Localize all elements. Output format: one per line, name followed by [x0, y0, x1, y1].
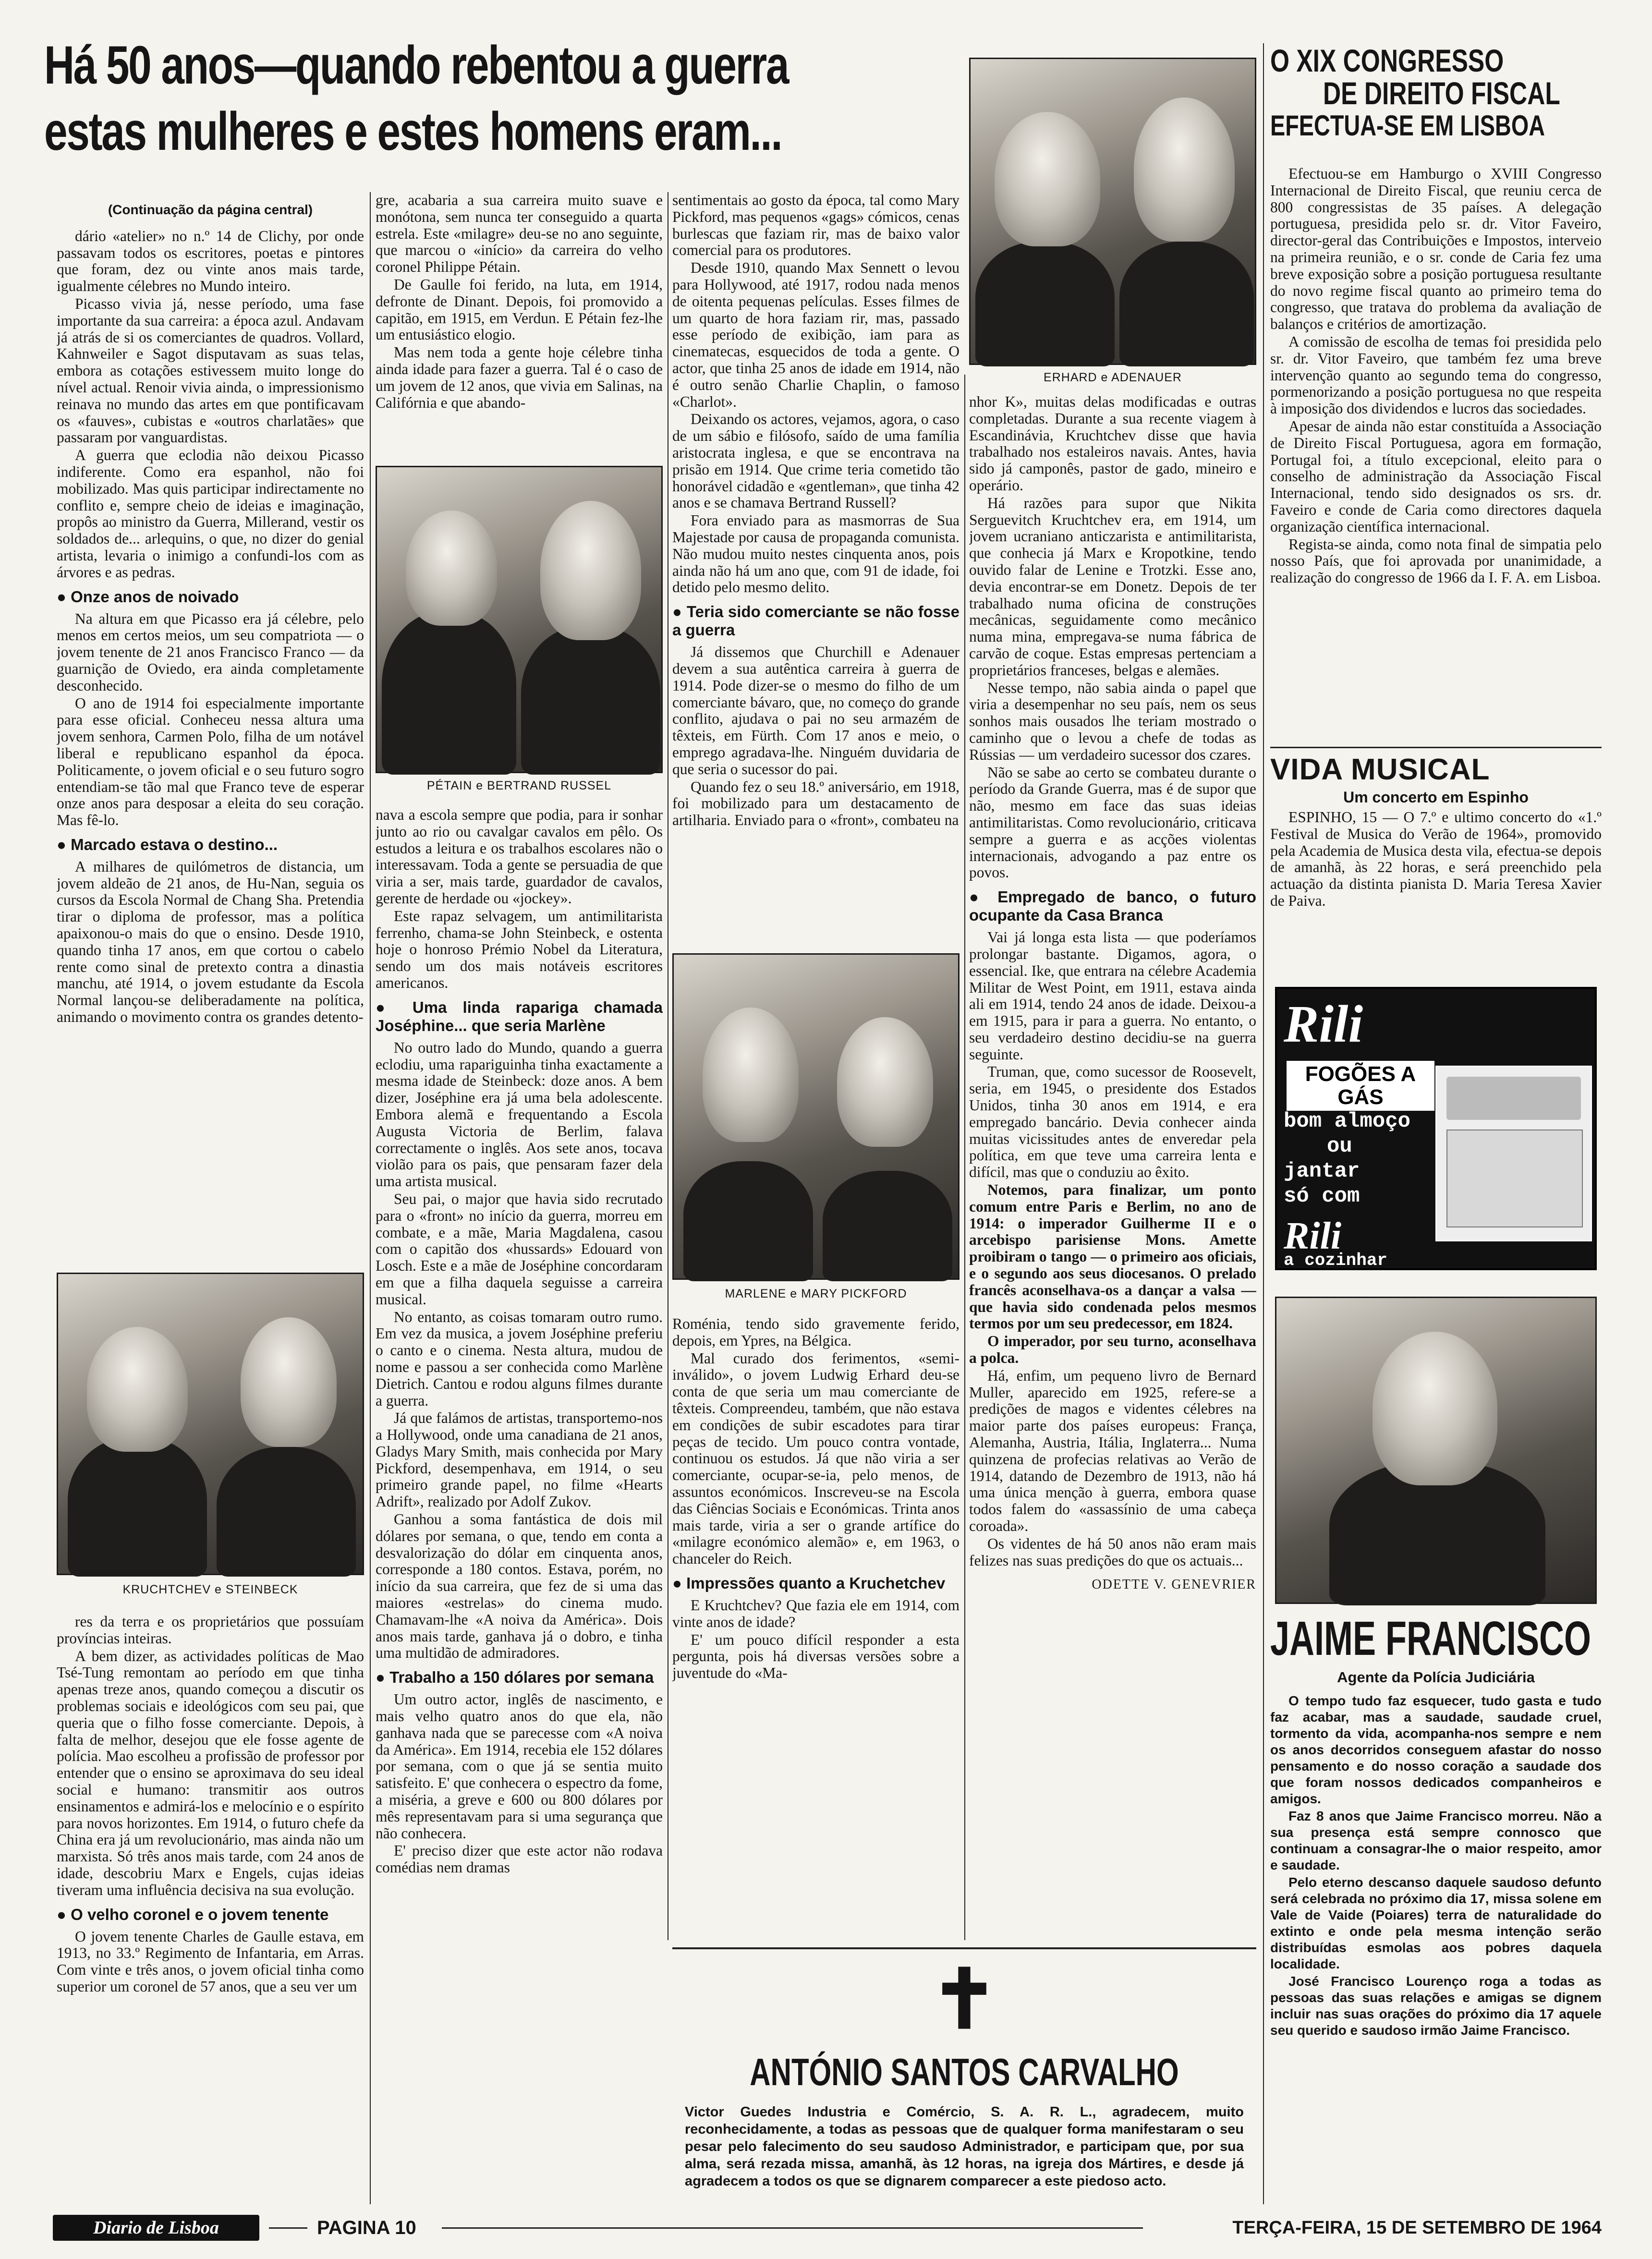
musical-title: VIDA MUSICAL: [1270, 753, 1490, 786]
deceased-name: ANTÓNIO SANTOS CARVALHO: [750, 2051, 1179, 2093]
article-paragraph: O imperador, por seu turno, aconselhava a polca.: [969, 1333, 1256, 1367]
footer-rule: [269, 2227, 307, 2229]
photo-caption: MARLENE e MARY PICKFORD: [725, 1287, 907, 1300]
article-paragraph: gre, acabaria a sua carreira muito suave e monótona, sem nunca ter conseguido a quarta estrela. Este «milagre» deu-se no ano seguinte, que marcou o «início» da carreira do velho coronel Philippe Pétain.: [376, 192, 663, 276]
article-paragraph: Apesar de ainda não estar constituída a Associação de Direito Fiscal Portuguesa, agora em formação, Portugal foi, a título excepcional, eleito para o conselho de administração da Associação Fiscal Internacional, tendo sido designados os srs. dr. Faveiro e conde de Caria como directores daquela organização científica internacional.: [1270, 417, 1602, 535]
article-paragraph: Fora enviado para as masmorras de Sua Majestade por causa de propaganda comunista. Não mudou muito nestes cinquenta anos, pois ainda não há um ano que, com 91 de idade, foi detido pelo mesmo delito.: [672, 512, 960, 596]
obituary-text: [1270, 1693, 1602, 2211]
article-paragraph: No entanto, as coisas tomaram outro rumo. Em vez da musica, a jovem Joséphine preferiu o canto e o cinema. Nesta altura, mudou de nome e passou a ser conhecida como Marlène Dietrich. Cantou e rodou alguns filmes durante a guerra.: [376, 1308, 663, 1409]
article-paragraph: res da terra e os proprietários que possuíam províncias inteiras.: [57, 1614, 364, 1647]
article-paragraph: Há, enfim, um pequeno livro de Bernard Muller, aparecido em 1925, refere-se a predições de magos e videntes célebres na maior parte dos países europeus: França, Alemanha, Austria, Itália, Inglaterra... Numa quinzena de profecias relativas ao Verão de 1914, datando de Dezembro de 1913, não há uma única menção à guerra, embora quase todos falem do «assassínio de uma cabeça coroada».: [969, 1367, 1256, 1534]
congress-title-3: EFECTUA-SE EM LISBOA: [1270, 109, 1545, 142]
article-paragraph: sentimentais ao gosto da época, tal como Mary Pickford, mas pequenos «gags» cómicos, cenas burlescas que faziam rir, mas de baixo valor comercial para os produtores.: [672, 192, 960, 259]
stove-illustration: [1435, 1066, 1592, 1241]
article-paragraph: Pelo eterno descanso daquele saudoso defunto será celebrada no próximo dia 17, missa solene em Vale de Vaide (Poiares) terra de naturalidade do extinto e onde pela mesma intenção serão distribuídas esmolas aos pobres daquela localidade.: [1270, 1875, 1602, 1971]
figure-body: [382, 611, 516, 775]
congress-article: [1270, 166, 1602, 742]
photo-jaime-francisco: [1275, 1297, 1597, 1604]
article-paragraph: Vai já longa esta lista — que poderíamos prolongar bastante. Digamos, agora, o essencial. Ike, que entrara na célebre Academia Militar de West Point, em 1911, estava ainda ali em 1914, tendo 24 anos de idade. Deixou-a em 1915, para ir para a guerra. No entanto, o seu verdadeiro destino decidiu-se na guerra seguinte.: [969, 929, 1256, 1063]
article-paragraph: O ano de 1914 foi especialmente importante para esse oficial. Conheceu nessa altura uma jovem senhora, Carmen Polo, filha de um notável liberal e republicano espanhol da época. Politicamente, o jovem oficial e o seu futuro sogro entendiam-se tão mal que Franco teve de esperar onze anos para desposar a eleita do seu coração. Mas fê-lo.: [57, 694, 364, 829]
article-paragraph: Já que falámos de artistas, transportemo-nos a Hollywood, onde uma canadiana de 21 anos, Gladys Mary Smith, mais conhecida por Mary Pickford, desempenhava, em 1914, o seu primeiro grande papel, no filme «Hearts Adrift», realizado por Adolf Zukov.: [376, 1409, 663, 1510]
figure-head: [995, 112, 1100, 246]
obituary-header: [1270, 1614, 1602, 1671]
article-paragraph: Truman, que, como sucessor de Roosevelt, seria, em 1945, o presidente dos Estados Unidos, tinha 30 anos em 1914, e era empregado bancário. Devia conhecer ainda muitas vicissitudes antes de enveredar pela política, em que teve uma carreira lenta e difícil, mas que o conduziu ao êxito.: [969, 1063, 1256, 1181]
figure-body: [1119, 242, 1254, 366]
article-paragraph: Faz 8 anos que Jaime Francisco morreu. Não a sua presença está sempre connosco que continuam a consagrar-lhe o maior respeito, amor e saudade.: [1270, 1809, 1602, 1872]
article-paragraph: Efectuou-se em Hamburgo o XVIII Congresso Internacional de Direito Fiscal, que reuniu cerca de 800 congressistas de 35 países. A delegação portuguesa, presidida pelo sr. dr. Vitor Faveiro, director-geral das Contribuições e Impostos, interveio na primeira reunião, e o sr. conde de Caria fez uma breve exposição sobre a posição portuguesa resultante do novo regime fiscal quanto ao primeiro tema do congresso, que tratava do problema da avaliação de balanços e critérios de amortização.: [1270, 166, 1602, 333]
article-paragraph: nhor K», muitas delas modificadas e outras completadas. Durante a sua recente viagem à Escandinávia, Kruchtchev disse que havia trabalhado nos estaleiros navais. Antes, havia sido já camponês, pastor de gado, mineiro e operário.: [969, 394, 1256, 494]
figure-head: [1373, 1332, 1497, 1485]
article-paragraph: Mal curado dos ferimentos, «semi-inválido», o jovem Ludwig Erhard deu-se conta de que seria um mau comerciante de têxteis. Compreendeu, também, que não estava em condições de subir escadotes para tirar peças de tecido. Um pouco contra vontade, continuou os estudos. Já que não viria a ser comerciante, ocupar-se-ia, pelo menos, de assuntos económicos. Inscreveu-se na Escola das Ciências Sociais e Económicas. Trinta anos mais tarde, viria a ser o grande artífice do «milagre económico alemão» e, em 1963, o chanceler do Reich.: [672, 1349, 960, 1567]
musical-article: [1270, 809, 1602, 963]
article-paragraph: O tempo tudo faz esquecer, tudo gasta e tudo faz acabar, mas a saudade, saudade cruel, tormento da vida, acompanha-nos sempre e nem os anos decorridos conseguem afastar do nosso pensamento e do nosso coração a saudade dos que foram nossos dedicados companheiros e amigos.: [1270, 1693, 1602, 1806]
musical-section: [1270, 754, 1602, 956]
article-paragraph: Na altura em que Picasso era já célebre, pelo menos em certos meios, um seu compatriota — o jovem tenente de 21 anos Francisco Franco — da guarnição de Oviedo, era ainda completamente desconhecido.: [57, 610, 364, 694]
subheading-linda-rapariga: ● Uma linda rapariga chamada Joséphine... que seria Marlène: [376, 998, 663, 1035]
figure-head: [406, 510, 497, 626]
article-paragraph: Notemos, para finalizar, um ponto comum entre Paris e Berlim, no ano de 1914: o imperador Guilherme II e o arcebispo parisiense Mons. Amette proibiram o tango — o primeiro aos oficiais, e o segundo aos seus diocesanos. O prelado francês aconselhava-os a dançar a valsa — que havia sido condenada pelos mesmos termos por um seu predecessor, em 1824.: [969, 1181, 1256, 1332]
rili-logo-small: Rili: [1284, 1215, 1342, 1257]
rili-logo: Rili: [1284, 995, 1363, 1053]
article-paragraph: Este rapaz selvagem, um antimilitarista ferrenho, chama-se John Steinbeck, e ostenta hoje o honroso Prémio Nobel da Literatura, sendo um dos mais notáveis escritores americanos.: [376, 907, 663, 991]
column-divider: [964, 375, 965, 1940]
rili-slogan-line: só com: [1284, 1184, 1360, 1208]
notice-border-top: [672, 1947, 1256, 1949]
photo-kruchtchev-steinbeck: [57, 1273, 364, 1575]
article-paragraph: Ganhou a soma fantástica de dois mil dólares por semana, o que, tendo em conta a desvalorização do dólar em cinquenta anos, corresponde a 180 contos. Estava, porém, no início da sua carreira, que fez de si uma das maiores «estrelas» do cinema mudo. Chamavam-lhe «A noiva da América». Dois anos mais tarde, ganhava já o dobro, e tinha uma multidão de admiradores.: [376, 1511, 663, 1662]
article-paragraph: Seu pai, o major que havia sido recrutado para o «front» no início da guerra, morreu em combate, e a mãe, Maria Magdalena, casou com o capitão dos «hussards» Edouard von Losch. Este e a mãe de Joséphine concordaram em que a filha daquela seguisse a carreira musical.: [376, 1190, 663, 1308]
photo-petain-russel: [376, 466, 663, 773]
article-paragraph: Quando fez o seu 18.º aniversário, em 1918, foi mobilizado para um destacamento de artilharia. Enviado para o «front», combateu na: [672, 778, 960, 829]
photo-marlene-pickford: [672, 953, 960, 1280]
subheading-comerciante: ● Teria sido comerciante se não fosse a guerra: [672, 603, 960, 639]
column-divider: [370, 192, 371, 2204]
stove-oven-door: [1446, 1130, 1583, 1227]
article-paragraph: Roménia, tendo sido gravemente ferido, depois, em Ypres, na Bélgica.: [672, 1316, 960, 1349]
article-paragraph: Nesse tempo, não sabia ainda o papel que viria a desempenhar no seu país, nem os seus sonhos mais ousados lhe teriam mostrado o caminho que o levou a chefe de todas as Rússias — um verdadeiro sucessor dos czares.: [969, 679, 1256, 763]
article-paragraph: E' preciso dizer que este actor não rodava comédias nem dramas: [376, 1842, 663, 1876]
section-divider: [1270, 747, 1602, 748]
rili-product-label: FOGÕES A GÁS: [1287, 1061, 1434, 1111]
subheading-trabalho-150: ● Trabalho a 150 dólares por semana: [376, 1668, 663, 1687]
headline-line-2: estas mulheres e estes homens eram...: [44, 101, 782, 161]
congress-title-2: DE DIREITO FISCAL: [1323, 75, 1560, 111]
article-column-2: [376, 192, 663, 461]
congress-title-block: [1270, 44, 1602, 164]
figure-body: [521, 626, 660, 775]
photo-caption: KRUCHTCHEV e STEINBECK: [122, 1583, 298, 1596]
figure-head: [87, 1327, 188, 1452]
article-paragraph: Deixando os actores, vejamos, agora, o caso de um sábio e filósofo, saído de uma família aristocrata inglesa, e que se encontrava na prisão em 1914. Que crime teria cometido tão honorável cidadão e «gentleman», que tinha 42 anos e se chamava Bertrand Russell?: [672, 411, 960, 511]
subheading-onze-anos: ● Onze anos de noivado: [57, 588, 364, 606]
article-paragraph: Os videntes de há 50 anos não eram mais felizes nas suas predições do que os actuais...: [969, 1535, 1256, 1569]
article-column-1-cont: [57, 1614, 364, 2209]
figure-body: [217, 1447, 356, 1577]
figure-head: [703, 1008, 799, 1142]
figure-body: [975, 242, 1115, 366]
headline-line-1: Há 50 anos—quando rebentou a guerra: [44, 35, 789, 95]
article-paragraph: No outro lado do Mundo, quando a guerra eclodiu, uma rapariguinha tinha exactamente a mesma idade de Steinbeck: doze anos. A bem dizer, Joséphine era já uma bela adolescente. Embora alemã e frequentando a Escola Augusta Victoria de Berlim, falava correctamente o inglês. Aos sete anos, tocava violão para os pais, que pensaram fazer dela uma artista musical.: [376, 1039, 663, 1190]
article-column-3-cont: [672, 1316, 960, 1940]
article-paragraph: E' um pouco difícil responder a esta pergunta, pois há diversas versões sobre a juventude do «Ma-: [672, 1631, 960, 1682]
subheading-velho-coronel: ● O velho coronel e o jovem tenente: [57, 1906, 364, 1924]
footer-rule: [442, 2227, 1143, 2229]
article-column-3: [672, 192, 960, 946]
obituary-role: Agente da Polícia Judiciária: [1337, 1669, 1535, 1686]
page-number: PAGINA 10: [317, 2217, 416, 2238]
subheading-marcado-destino: ● Marcado estava o destino...: [57, 836, 364, 854]
cross-icon: ✝: [930, 1955, 999, 2045]
rili-slogan-line: bom almoço: [1284, 1109, 1411, 1133]
article-paragraph: E Kruchtchev? Que fazia ele em 1914, com vinte anos de idade?: [672, 1596, 960, 1630]
congress-title-1: O XIX CONGRESSO: [1270, 43, 1504, 78]
continuation-note: (Continuação da página central): [108, 202, 313, 217]
figure-head: [241, 1317, 337, 1447]
issue-date: TERÇA-FEIRA, 15 DE SETEMBRO DE 1964: [1232, 2218, 1602, 2238]
article-column-4: [969, 394, 1256, 1940]
rili-advertisement[interactable]: [1275, 987, 1597, 1270]
headline-block: [44, 35, 957, 178]
article-paragraph: A bem dizer, as actividades políticas de Mao Tsé-Tung remontam ao período em que tinha apenas treze anos, quando começou a discutir os problemas sociais e ideológicos com seu pai, que queria que o filho fosse comerciante. Depois, à falta de melhor, desejou que ele fosse agente de polícia. Mao escolheu a profissão de professor por entender que o ensino se aproximava do seu ideal social e humano: transmitir aos outros ensinamentos e admirá-los e melocínio e o espírito para novos horizontes. Em 1914, o futuro chefe da China era já um revolucionário, mas ainda não um marxista. Só três anos mais tarde, com 24 anos de idade, descobriu Marx e Engels, cujas ideias tiveram uma influência decisiva na sua evolução.: [57, 1647, 364, 1898]
death-notice-text: Victor Guedes Industria e Comércio, S. A. R. L., agradecem, muito reconhecidamente, a todas as pessoas que de qualquer forma manifestaram o seu pesar pelo falecimento do seu saudoso Administrador, e participam que, por sua alma, será rezada missa, amanhã, às 12 horas, na igreja dos Mártires, e desde já agradecem a todos os que se dignarem comparecer a este piedoso acto.: [685, 2104, 1244, 2189]
article-paragraph: Picasso vivia já, nesse período, uma fase importante da sua carreira: a época azul. Andavam já atrás de si os comerciantes de quadros. Vollard, Kahnweiler e Sagot disputavam as suas telas, embora as cotações estivessem muito longe do nível actual. Renoir vivia ainda, o impressionismo reinava no mundo das artes em que pontificavam os «fauves», cubistas e «outros charlatães» que passaram por vanguardistas.: [57, 295, 364, 446]
article-paragraph: Não se sabe ao certo se combateu durante o período da Grande Guerra, mas é de supor que não, mesmo em face das suas ideias antimilitaristas. Como revolucionário, criticava sempre a guerra e as acções violentas internacionais, advogando a paz entre os povos.: [969, 764, 1256, 881]
subheading-impressoes: ● Impressões quanto a Kruchetchev: [672, 1574, 960, 1592]
rili-tagline: a cozinhar: [1284, 1251, 1388, 1270]
article-paragraph: A milhares de quilómetros de distancia, um jovem aldeão de 21 anos, de Hu-Nan, seguia os cursos da Escola Normal de Chang Sha. Pretendia tirar o diploma de professor, mas a política apaixonou-o mais do que o ensino. Desde 1910, quando tinha 17 anos, em que cortou o cabelo rente como sinal de pretexto contra a dinastia manchu, até 1914, o jovem estudante da Escola Normal lançou-se deliberadamente na política, animando o movimento contra os grandes detento-: [57, 858, 364, 1026]
photo-erhard-adenauer: [969, 58, 1256, 365]
article-paragraph: A comissão de escolha de temas foi presidida pelo sr. dr. Vitor Faveiro, que também fez uma breve intervenção quanto ao segundo tema do congresso, pormenorizando a posição portuguesa no que respeita à imposição dos dividendos e lucros das sociedades.: [1270, 333, 1602, 417]
photo-caption: PÉTAIN e BERTRAND RUSSEL: [426, 779, 612, 792]
article-signature: ODETTE V. GENEVRIER: [1092, 1577, 1256, 1592]
article-paragraph: Um outro actor, inglês de nascimento, e mais velho quatro anos do que ela, não ganhava nada que se parecesse com «A noiva da América». Em 1914, recebia ele 152 dólares por semana, com o que já se sentia muito satisfeito. E' que conhecera o espectro da fome, a miséria, a greve e 600 ou 800 dólares por mês representavam para si uma segurança que não conhecera.: [376, 1691, 663, 1842]
masthead-logo: Diario de Lisboa: [53, 2215, 259, 2241]
column-divider: [1263, 43, 1264, 2204]
article-paragraph: Regista-se ainda, como nota final de simpatia pelo nosso País, que foi aprovada por unanimidade, a realização do congresso de 1966 da I. F. A. em Lisboa.: [1270, 535, 1602, 586]
rili-slogan-line: ou: [1327, 1134, 1352, 1158]
figure-body: [68, 1437, 207, 1577]
stove-burners: [1446, 1077, 1581, 1120]
subheading-empregado-banco: ● Empregado de banco, o futuro ocupante da Casa Branca: [969, 888, 1256, 924]
article-paragraph: O jovem tenente Charles de Gaulle estava, em 1913, no 33.º Regimento de Infantaria, em Arras. Com vinte e três anos, o jovem oficial tinha como superior um coronel de 57 anos, que a seu ver um: [57, 1928, 364, 1995]
article-paragraph: Desde 1910, quando Max Sennett o levou para Hollywood, até 1917, rodou nada menos de oitenta pequenas películas. Esses filmes de um quarto de hora faziam rir, mas, passado esse período de exibição, iam para as cinematecas, esquecidos de toda a gente. O actor, que tinha 25 anos de idade em 1914, não é outro senão Charlie Chaplin, o famoso «Charlot».: [672, 259, 960, 410]
rili-slogan: [1284, 1109, 1410, 1209]
article-paragraph: José Francisco Lourenço roga a todas as pessoas das suas relações e amigas se dignem incluir nas suas orações do próximo dia 17 aquele seu querido e saudoso irmão Jaime Francisco.: [1270, 1974, 1602, 2038]
rili-slogan-line: jantar: [1284, 1159, 1360, 1183]
figure-body: [683, 1161, 813, 1281]
musical-subtitle: Um concerto em Espinho: [1343, 789, 1529, 806]
article-paragraph: ESPINHO, 15 — O 7.º e ultimo concerto do «1.º Festival de Musica do Verão de 1964», promovido pela Academia de Musica desta vila, efectua-se depois de amanhã, às 22 horas, e será preenchido pela actuação da distinta pianista D. Maria Teresa Xavier de Paiva.: [1270, 809, 1602, 909]
article-paragraph: Há razões para supor que Nikita Serguevitch Kruchtchev era, em 1914, um jovem ucraniano anticzarista e antimilitarista, que conhecia já Marx e Kropotkine, tendo ouvido falar de Lenine e Trotzki. Esse ano, devia encontrar-se em Donetz. Depois de ter trabalhado numa oficina de construções mecânicas, seguidamente como mecânico numa mina, empregava-se numa fábrica de carvão de coque. Estas empresas pertenciam a proprietários franceses, belgas e alemães.: [969, 494, 1256, 679]
article-paragraph: Já dissemos que Churchill e Adenauer devem a sua autêntica carreira à guerra de 1914. Pode dizer-se o mesmo do filho de um comerciante bávaro, que, no começo do grande conflito, ajudava o pai no seu armazém de têxteis, em Fürth. Com 17 anos e meio, o emprego agradava-lhe. Ninguém duvidaria de que seria o sucessor do pai.: [672, 644, 960, 777]
photo-caption: ERHARD e ADENAUER: [1044, 371, 1182, 384]
death-notice: [672, 1955, 1256, 2214]
figure-body: [823, 1171, 952, 1281]
article-column-2-cont: [376, 807, 663, 2209]
article-column-1: [57, 202, 364, 1263]
figure-head: [540, 501, 641, 640]
figure-head: [837, 1017, 933, 1147]
figure-head: [1134, 97, 1235, 242]
article-paragraph: nava a escola sempre que podia, para ir sonhar junto ao rio ou cavalgar cavalos em pêlo. Os estudos a leitura e os trabalhos escolares não o interessavam. Toda a gente se persuadia de que viria a ser, mais tarde, guardador de cavalos, gerente de herdade ou «jockey».: [376, 807, 663, 907]
article-paragraph: A guerra que eclodia não deixou Picasso indiferente. Como era espanhol, não foi mobilizado. Mas quis participar indirectamente no conflito e, sempre cheio de ideias e imaginação, propôs ao ministro da Guerra, Millerand, vestir os soldados de... arlequins, o que, no dizer do genial artista, levaria o inimigo a confundi-los com as árvores e as pedras.: [57, 447, 364, 581]
article-paragraph: De Gaulle foi ferido, na luta, em 1914, defronte de Dinant. Depois, foi promovido a capitão, em 1915, em Verdun. E Pétain fez-lhe um entusiástico elogio.: [376, 276, 663, 343]
obituary-name: JAIME FRANCISCO: [1270, 1612, 1591, 1665]
article-paragraph: Mas nem toda a gente hoje célebre tinha ainda idade para fazer a guerra. Tal é o caso de um jovem de 12 anos, que vivia em Salinas, na Califórnia e que abando-: [376, 344, 663, 411]
article-paragraph: dário «atelier» no n.º 14 de Clichy, por onde passavam todos os escritores, poetas e pintores que foram, dez ou vinte anos mais tarde, igualmente célebres no Mundo inteiro.: [57, 227, 364, 295]
